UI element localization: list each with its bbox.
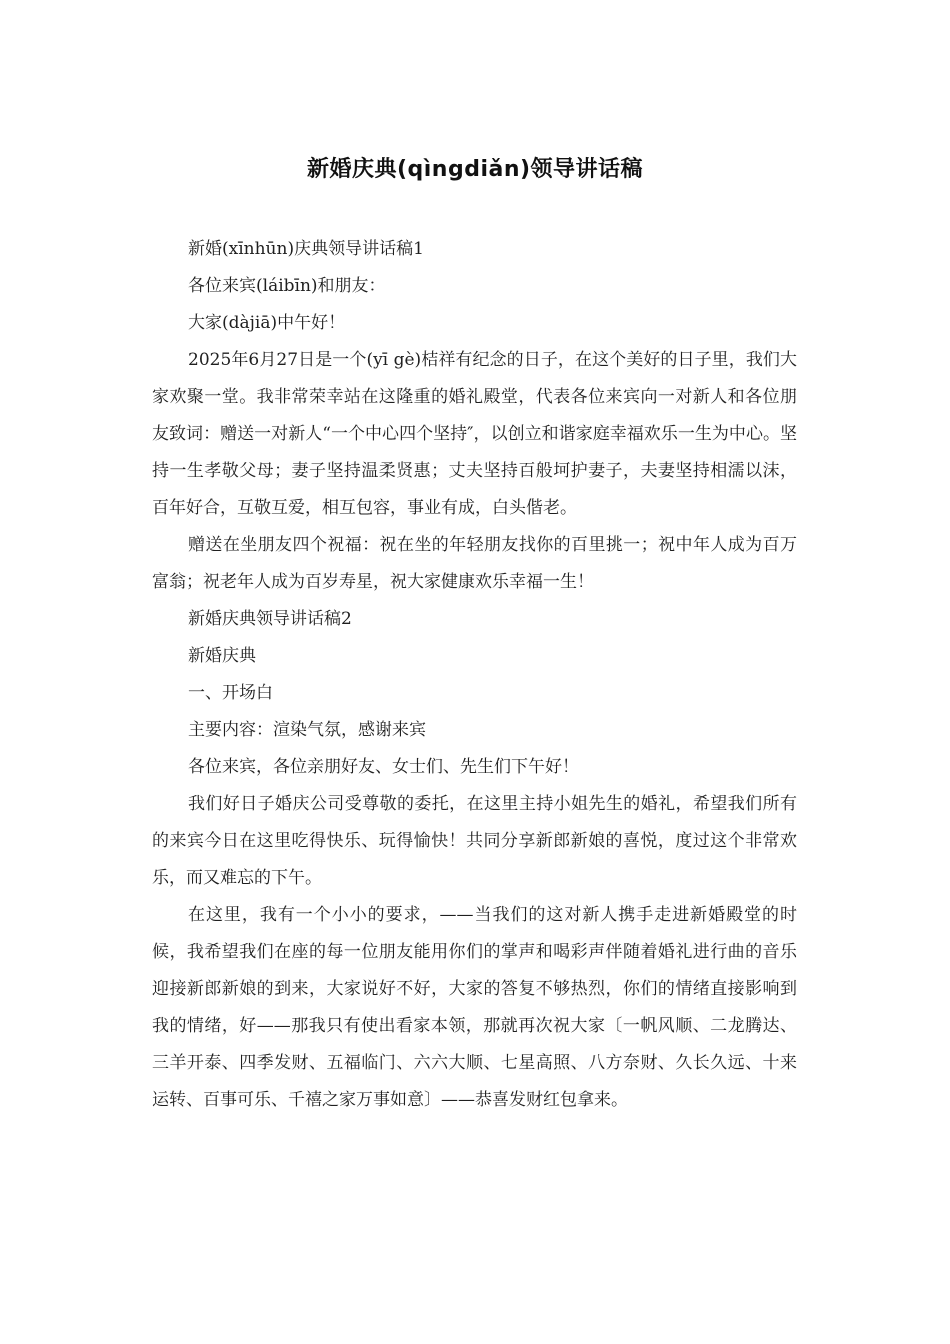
paragraph-host-intro: 我们好日子婚庆公司受尊敬的委托，在这里主持小姐先生的婚礼，希望我们所有的来宾今日在这里吃得快乐、玩得愉快！共同分享新郎新娘的喜悦，度过这个非常欢乐，而又难忘的下午。 [152, 794, 797, 888]
document-title: 新婚庆典(qìngdiǎn)领导讲话稿 [306, 157, 644, 182]
paragraph-main-content: 主要内容：渲染气氛，感谢来宾 [188, 720, 426, 740]
paragraph-section-opening: 一、开场白 [188, 683, 273, 703]
paragraph-four-blessings: 赠送在坐朋友四个祝福：祝在坐的年轻朋友找你的百里挑一；祝中年人成为百万富翁；祝老年人成为百岁寿星，祝大家健康欢乐幸福一生！ [152, 535, 797, 592]
document-body [152, 231, 797, 1119]
paragraph-ceremony-label: 新婚庆典 [188, 646, 256, 666]
paragraph-main-speech: 2025年6月27日是一个(yī gè)桔祥有纪念的日子，在这个美好的日子里，我们大家欢聚一堂。我非常荣幸站在这隆重的婚礼殿堂，代表各位来宾向一对新人和各位朋友致词：赠送一对新人“一个中心四个坚持″，以创立和谐家庭幸福欢乐一生为中心。坚持一生孝敬父母；妻子坚持温柔贤惠；丈夫坚持百般坷护妻子，夫妻坚持相濡以沫，百年好合，互敬互爱，相互包容，事业有成，白头偕老。 [152, 350, 797, 518]
paragraph-greeting-guests: 各位来宾(láibīn)和朋友： [188, 276, 386, 296]
paragraph-greeting-noon: 大家(dàjiā)中午好！ [188, 313, 346, 333]
paragraph-afternoon-greeting: 各位来宾，各位亲朋好友、女士们、先生们下午好！ [188, 757, 579, 777]
paragraph-host-request: 在这里，我有一个小小的要求，——当我们的这对新人携手走进新婚殿堂的时候，我希望我们在座的每一位朋友能用你们的掌声和喝彩声伴随着婚礼进行曲的音乐迎接新郎新娘的到来，大家说好不好，大家的答复不够热烈，你们的情绪直接影响到我的情绪，好——那我只有使出看家本领，那就再次祝大家〔一帆风顺、二龙腾达、三羊开泰、四季发财、五福临门、六六大顺、七星高照、八方奈财、久长久远、十来运转、百事可乐、千禧之家万事如意〕——恭喜发财红包拿来。 [152, 905, 797, 1110]
paragraph-speech-1-heading: 新婚(xīnhūn)庆典领导讲话稿1 [188, 239, 424, 259]
paragraph-speech-2-heading: 新婚庆典领导讲话稿2 [188, 609, 352, 629]
